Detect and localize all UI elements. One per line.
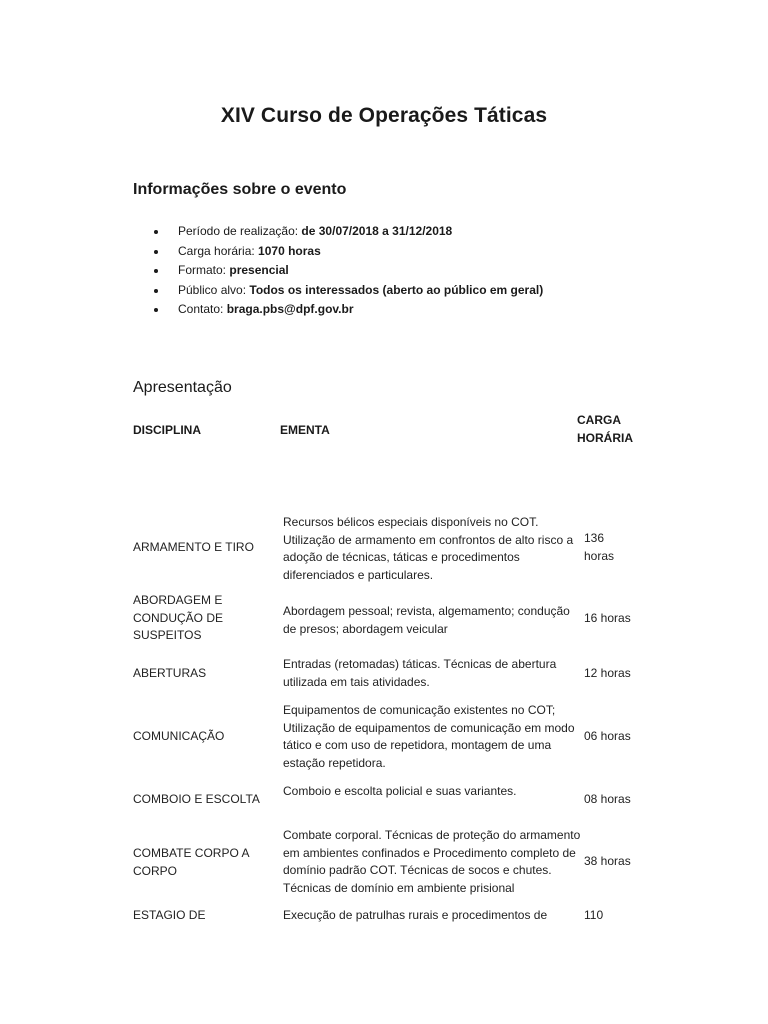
event-info-heading: Informações sobre o evento bbox=[133, 181, 347, 198]
info-value: braga.pbs@dpf.gov.br bbox=[226, 302, 354, 316]
event-info-list bbox=[133, 222, 543, 320]
info-item-audience bbox=[133, 281, 543, 301]
row-ementa-estagio: Execução de patrulhas rurais e procedimentos de bbox=[283, 908, 548, 922]
row-carga-comboio: 08 horas bbox=[584, 792, 631, 806]
info-label: Carga horária: bbox=[178, 243, 259, 258]
info-item-contact bbox=[133, 300, 543, 320]
row-carga-combate: 38 horas bbox=[584, 854, 631, 868]
info-label: Público alvo: bbox=[178, 282, 250, 297]
row-ementa-armamento: Recursos bélicos especiais disponíveis no COT. Utilização de armamento em confrontos de alto risco a adoção de técnicas, táticas e procedimentos diferenciados e particulares. bbox=[283, 515, 574, 582]
row-disciplina-aberturas: ABERTURAS bbox=[133, 666, 207, 680]
info-item-workload bbox=[133, 242, 543, 262]
info-value: 1070 horas bbox=[258, 243, 321, 258]
row-ementa-abordagem: Abordagem pessoal; revista, algemamento; condução de presos; abordagem veicular bbox=[283, 604, 570, 636]
info-value: de 30/07/2018 a 31/12/2018 bbox=[301, 224, 453, 238]
column-header-carga-line2: HORÁRIA bbox=[577, 431, 633, 445]
info-value: presencial bbox=[229, 263, 289, 277]
row-disciplina-estagio: ESTAGIO DE bbox=[133, 908, 206, 922]
row-disciplina-armamento: ARMAMENTO E TIRO bbox=[133, 540, 254, 554]
info-label: Contato: bbox=[178, 302, 227, 316]
info-value: Todos os interessados (aberto ao público em geral) bbox=[249, 282, 544, 297]
column-header-carga bbox=[577, 411, 657, 447]
row-disciplina-comboio: COMBOIO E ESCOLTA bbox=[133, 792, 260, 806]
row-ementa-combate: Combate corporal. Técnicas de proteção do armamento em ambientes confinados e Procedimento completo de domínio padrão COT. Técnicas de socos e chutes. Técnicas de domínio em ambiente prisional bbox=[283, 828, 581, 895]
column-header-ementa: EMENTA bbox=[280, 423, 330, 437]
document-title: XIV Curso de Operações Táticas bbox=[220, 104, 548, 127]
row-carga-comunicacao: 06 horas bbox=[584, 729, 631, 743]
info-label: Formato: bbox=[178, 263, 230, 277]
info-item-period bbox=[133, 222, 543, 242]
column-header-disciplina: DISCIPLINA bbox=[133, 423, 202, 437]
info-label: Período de realização: bbox=[178, 224, 302, 238]
row-ementa-comboio: Comboio e escolta policial e suas variantes. bbox=[283, 784, 517, 798]
row-disciplina-abordagem: ABORDAGEM E CONDUÇÃO DE SUSPEITOS bbox=[133, 593, 224, 642]
row-carga-aberturas: 12 horas bbox=[584, 666, 631, 680]
presentation-heading: Apresentação bbox=[133, 379, 232, 396]
row-carga-abordagem: 16 horas bbox=[584, 611, 631, 625]
row-ementa-comunicacao: Equipamentos de comunicação existentes no COT; Utilização de equipamentos de comunicação em modo tático e com uso de repetidora, montagem de uma estação repetidora. bbox=[283, 703, 575, 770]
row-carga-estagio: 110 bbox=[584, 908, 604, 922]
row-disciplina-combate: COMBATE CORPO A CORPO bbox=[133, 846, 249, 878]
row-ementa-aberturas: Entradas (retomadas) táticas. Técnicas de abertura utilizada em tais atividades. bbox=[283, 657, 557, 689]
row-disciplina-comunicacao: COMUNICAÇÃO bbox=[133, 729, 225, 743]
row-carga-armamento: 136 horas bbox=[584, 531, 615, 563]
column-header-carga-line1: CARGA bbox=[577, 413, 621, 427]
info-item-format bbox=[133, 261, 543, 281]
